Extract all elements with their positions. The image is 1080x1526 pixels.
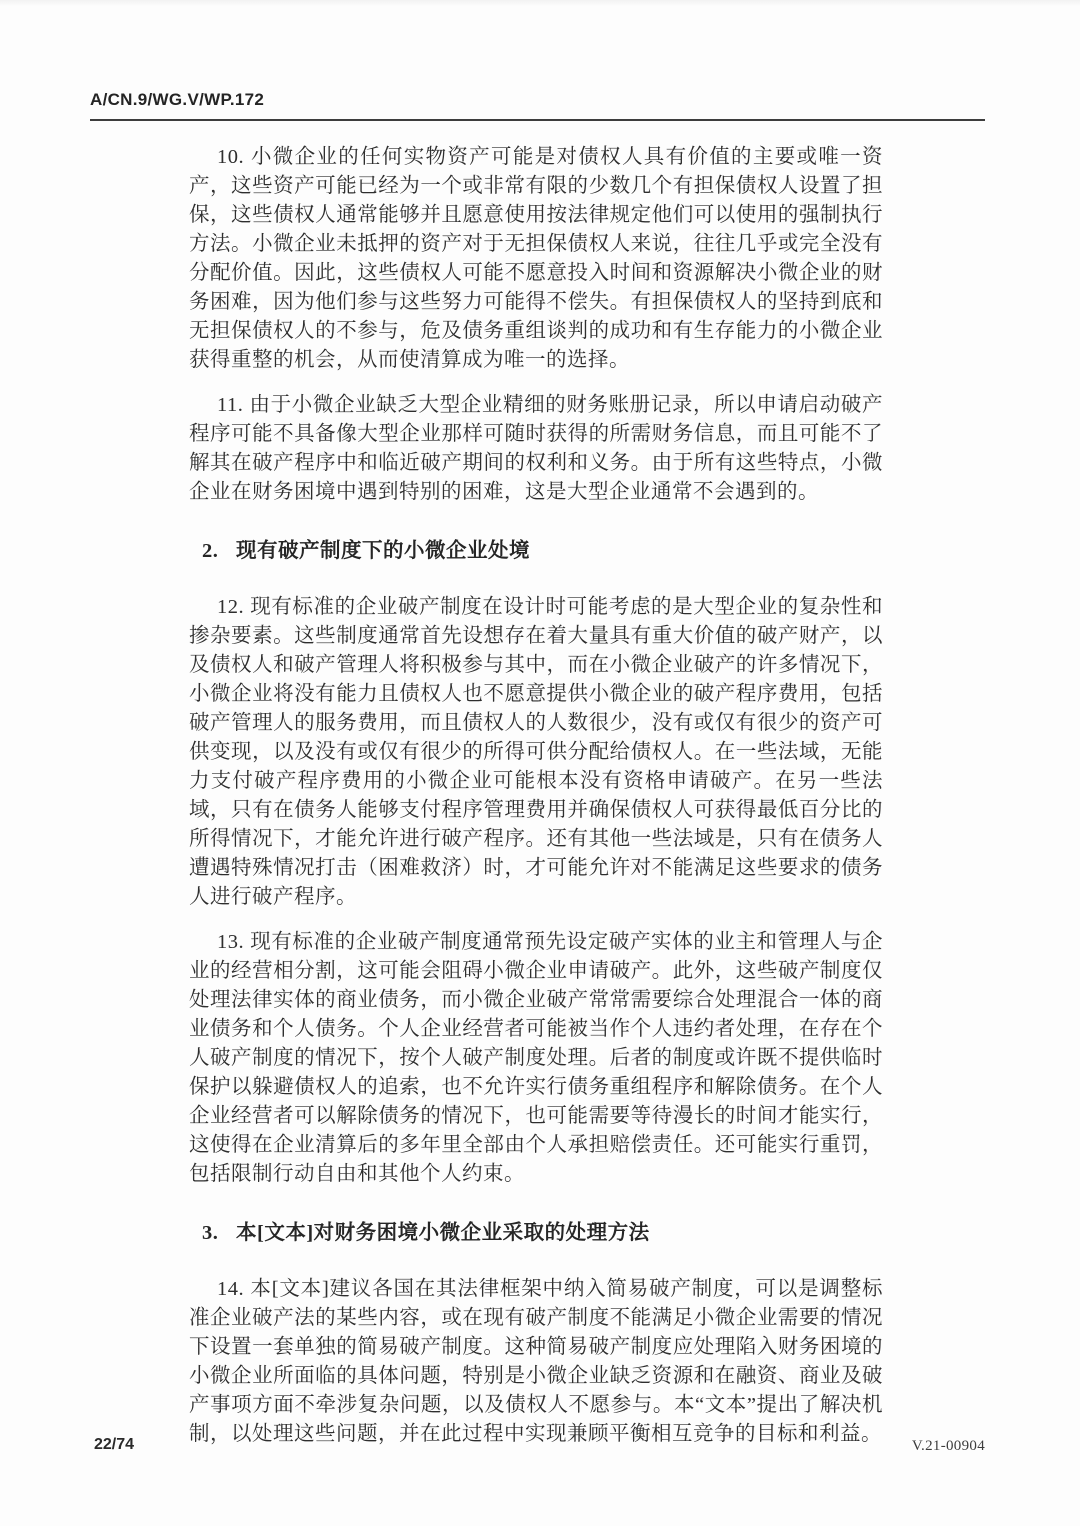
section-heading-2-title: 现有破产制度下的小微企业处境 [236, 540, 530, 562]
document-symbol: A/CN.9/WG.V/WP.172 [90, 90, 265, 109]
footer-page-number: 22/74 [94, 1436, 135, 1453]
paragraph-11-text: 由于小微企业缺乏大型企业精细的财务账册记录，所以申请启动破产程序可能不具备像大型企业那样可随时获得的所需财务信息，而且可能不了解其在破产程序中和临近破产期间的权利和义务。由于所有这些特点，小微企业在财务困境中遇到特别的困难，这是大型企业通常不会遇到的。 [189, 394, 883, 503]
paragraph-13 [189, 928, 883, 1189]
paragraph-14-number: 14. [217, 1278, 245, 1300]
paragraph-11 [189, 391, 883, 507]
paragraph-10-number: 10. [217, 146, 245, 168]
paragraph-12-number: 12. [217, 596, 245, 618]
section-heading-2-number: 2. [202, 540, 219, 562]
footer-document-reference: V.21-00904 [911, 1438, 985, 1454]
section-heading-2 [202, 537, 883, 566]
document-body [189, 143, 883, 1465]
paragraph-10-text: 小微企业的任何实物资产可能是对债权人具有价值的主要或唯一资产，这些资产可能已经为一个或非常有限的少数几个有担保债权人设置了担保，这些债权人通常能够并且愿意使用按法律规定他们可以使用的强制执行方法。小微企业未抵押的资产对于无担保债权人来说，往往几乎或完全没有分配价值。因此，这些债权人可能不愿意投入时间和资源解决小微企业的财务困难，因为他们参与这些努力可能得不偿失。有担保债权人的坚持到底和无担保债权人的不参与，危及债务重组谈判的成功和有生存能力的小微企业获得重整的机会，从而使清算成为唯一的选择。 [189, 146, 883, 371]
paragraph-14 [189, 1275, 883, 1449]
paragraph-10 [189, 143, 883, 375]
paragraph-14-text: 本[文本]建议各国在其法律框架中纳入简易破产制度，可以是调整标准企业破产法的某些内容，或在现有破产制度不能满足小微企业需要的情况下设置一套单独的简易破产制度。这种简易破产制度应处理陷入财务困境的小微企业所面临的具体问题，特别是小微企业缺乏资源和在融资、商业及破产事项方面不牵涉复杂问题，以及债权人不愿参与。本“文本”提出了解决机制，以处理这些问题，并在此过程中实现兼顾平衡相互竞争的目标和利益。 [189, 1278, 883, 1445]
section-heading-3 [202, 1219, 883, 1248]
paragraph-12-text: 现有标准的企业破产制度在设计时可能考虑的是大型企业的复杂性和掺杂要素。这些制度通常首先设想存在着大量具有重大价值的破产财产，以及债权人和破产管理人将积极参与其中，而在小微企业破产的许多情况下，小微企业将没有能力且债权人也不愿意提供小微企业的破产程序费用，包括破产管理人的服务费用，而且债权人的人数很少，没有或仅有很少的资产可供变现，以及没有或仅有很少的所得可供分配给债权人。在一些法域，无能力支付破产程序费用的小微企业可能根本没有资格申请破产。在另一些法域，只有在债务人能够支付程序管理费用并确保债权人可获得最低百分比的所得情况下，才能允许进行破产程序。还有其他一些法域是，只有在债务人遭遇特殊情况打击（困难救济）时，才可能允许对不能满足这些要求的债务人进行破产程序。 [189, 596, 883, 908]
header-rule [90, 119, 985, 121]
paragraph-11-number: 11. [217, 394, 244, 416]
paragraph-13-number: 13. [217, 931, 245, 953]
paragraph-12 [189, 593, 883, 912]
section-heading-3-number: 3. [202, 1222, 219, 1244]
section-heading-3-title: 本[文本]对财务困境小微企业采取的处理方法 [236, 1222, 650, 1244]
paragraph-13-text: 现有标准的企业破产制度通常预先设定破产实体的业主和管理人与企业的经营相分割，这可能会阻碍小微企业申请破产。此外，这些破产制度仅处理法律实体的商业债务，而小微企业破产常常需要综合处理混合一体的商业债务和个人债务。个人企业经营者可能被当作个人违约者处理，在存在个人破产制度的情况下，按个人破产制度处理。后者的制度或许既不提供临时保护以躲避债权人的追索，也不允许实行债务重组程序和解除债务。在个人企业经营者可以解除债务的情况下，也可能需要等待漫长的时间才能实行，这使得在企业清算后的多年里全部由个人承担赔偿责任。还可能实行重罚，包括限制行动自由和其他个人约束。 [189, 931, 883, 1185]
